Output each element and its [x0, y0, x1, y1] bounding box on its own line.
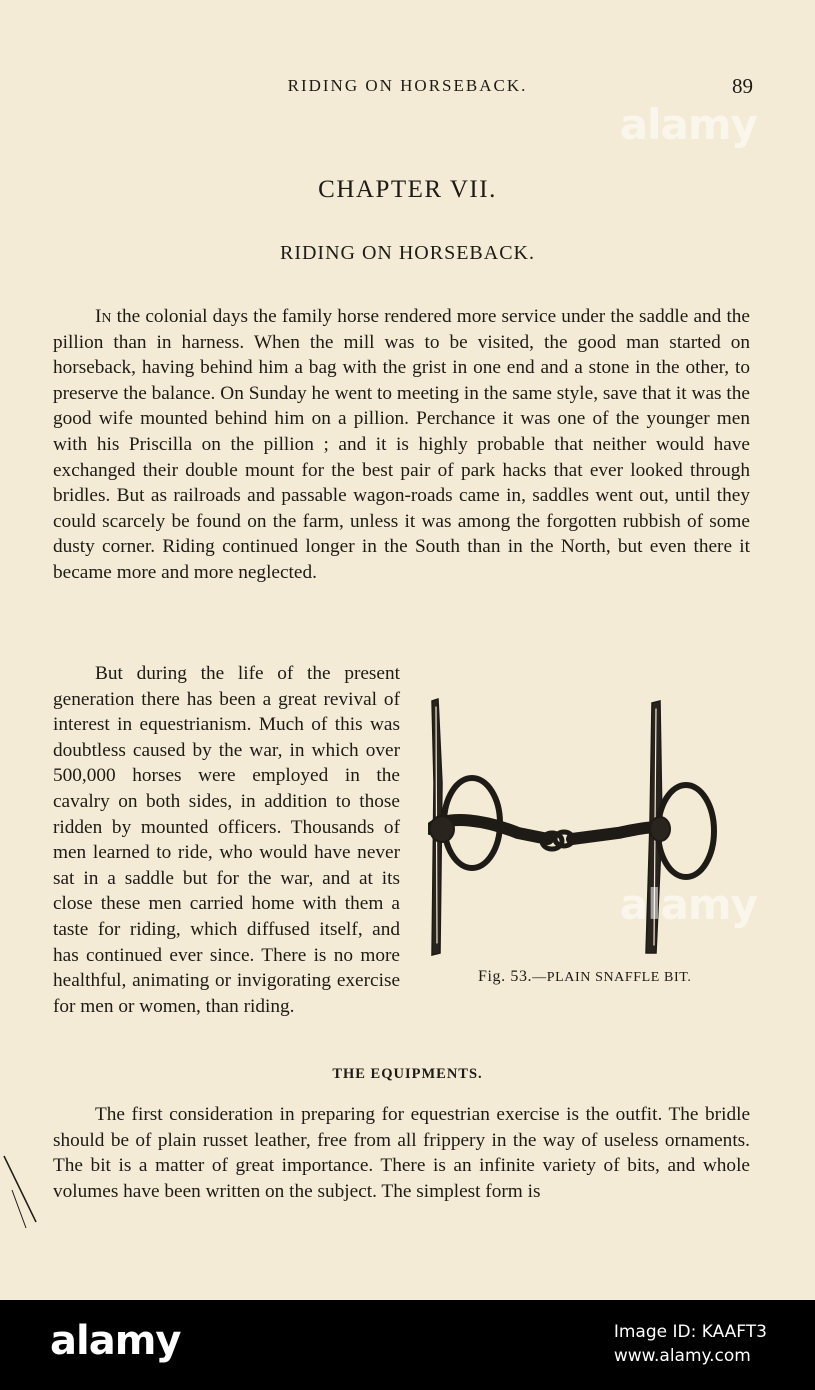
- chapter-title: CHAPTER VII.: [318, 176, 497, 203]
- page-number: 89: [732, 74, 753, 98]
- paragraph-text: the colonial days the family horse rendered more service under the saddle and the pillion than in harness. When the mill was to be visited, the good man started on horseback, having behind him a bag with the grist in one end and a stone in the other, to preserve the balance. On Sunday he went to meeting in the same style, save that it was the good wife mounted behind him on a pillion. Perchance it was one of the younger men with his Priscilla on the pillion ; and it is highly probable that neither would have exchanged their double mount for the best pair of park hacks that ever looked through bridles. But as railroads and passable wagon-roads came in, saddles went out, until they could scarcely be found on the farm, unless it was among the forgotten rubbish of some dusty corner. Riding continued longer in the South than in the North, but even there it became more and more neglected.: [53, 306, 750, 583]
- paragraph-text: The first consideration in preparing for equestrian exercise is the outfit. The bridle should be of plain russet leather, free from all frippery in the way of useless ornaments. The bit is a matter of great importance. There is an infinite variety of bits, and whole volumes have been written on the subject. The simplest form is: [53, 1104, 750, 1202]
- watermark: alamy: [619, 880, 757, 929]
- footer-bar: [0, 1300, 815, 1390]
- site-url: www.alamy.com: [613, 1346, 751, 1366]
- paragraph-lead: In: [95, 306, 112, 327]
- running-title: RIDING ON HORSEBACK.: [287, 76, 528, 95]
- image-id: Image ID: KAAFT3: [613, 1322, 767, 1342]
- footer-info: [614, 1320, 767, 1368]
- watermark: alamy: [619, 100, 757, 149]
- figure-53: [428, 663, 750, 991]
- paragraph-3: [53, 1102, 750, 1204]
- figure-caption: [436, 964, 754, 991]
- paragraph-text: But during the life of the present generation there has been a great revival of interest in equestrianism. Much of this was doubtless caused by the war, in which over 500,000 horses were employed in the cavalry on both sides, in addition to those ridden by mounted officers. Thousands of men learned to ride, who would have never sat in a saddle but for the war, and at its close these men carried home with them a taste for riding, which diffused itself, and has continued ever since. There is no more healthful, animating or invigorating exercise for men or women, than riding.: [53, 663, 400, 1017]
- section-title: RIDING ON HORSEBACK.: [279, 242, 535, 264]
- paragraph-1: [53, 304, 750, 586]
- subheading-equipments: THE EQUIPMENTS.: [332, 1066, 483, 1082]
- figure-label: Fig. 53.: [478, 968, 533, 986]
- figure-caption-text: —PLAIN SNAFFLE BIT.: [532, 970, 692, 986]
- running-head: [0, 74, 815, 102]
- margin-mark: [2, 1150, 40, 1230]
- footer-logo: alamy: [50, 1318, 181, 1364]
- paragraph-2: [53, 661, 750, 1019]
